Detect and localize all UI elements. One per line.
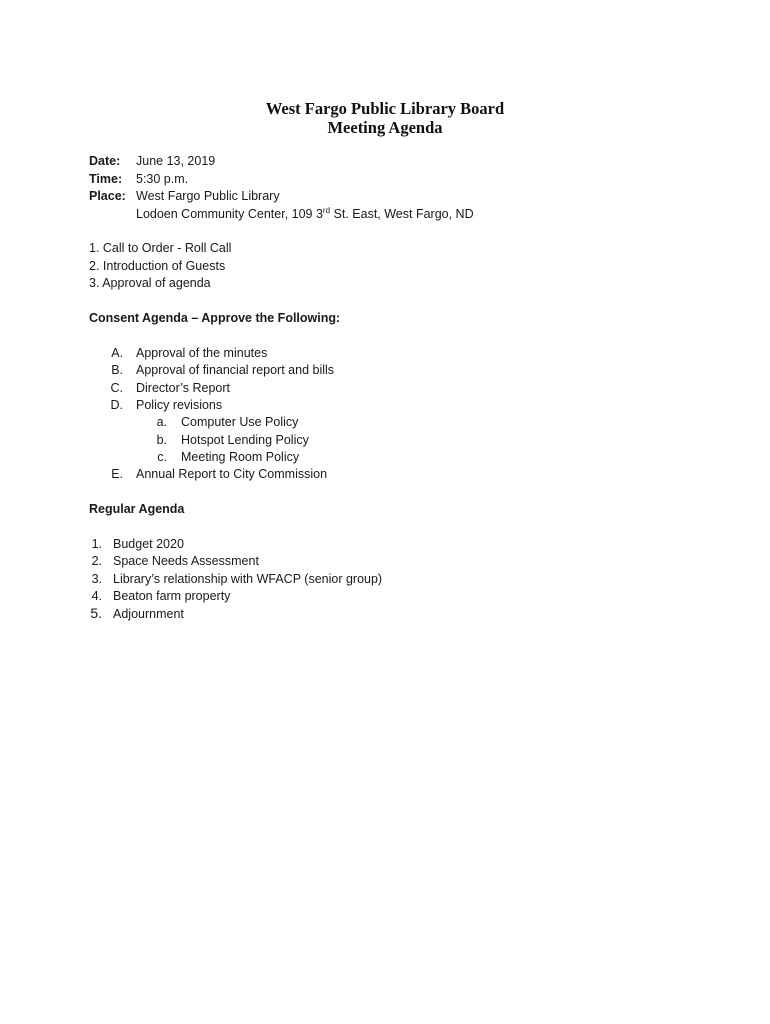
consent-subitem: Hotspot Lending Policy <box>181 433 309 447</box>
place-label: Place: <box>89 189 126 203</box>
regular-item: Beaton farm property <box>113 589 231 603</box>
sublist-marker: c. <box>157 450 167 464</box>
consent-item: Director’s Report <box>136 381 231 395</box>
list-marker: E. <box>111 467 123 481</box>
document-subtitle: Meeting Agenda <box>327 118 443 137</box>
time-label: Time: <box>89 172 123 186</box>
place-address <box>136 206 474 222</box>
regular-item: Library’s relationship with WFACP (senior group) <box>113 572 383 586</box>
opening-item: 3. Approval of agenda <box>89 276 211 290</box>
consent-subitem: Meeting Room Policy <box>181 450 300 464</box>
regular-item: Adjournment <box>113 607 184 621</box>
place-value: West Fargo Public Library <box>136 189 280 203</box>
consent-item: Annual Report to City Commission <box>136 467 328 481</box>
time-value: 5:30 p.m. <box>136 172 189 186</box>
regular-agenda-heading: Regular Agenda <box>89 502 185 516</box>
consent-agenda-heading: Consent Agenda – Approve the Following: <box>89 311 341 325</box>
list-marker: A. <box>111 346 123 360</box>
list-marker: 1. <box>91 537 102 551</box>
address-text: Lodoen Community Center, 109 3 <box>136 207 323 221</box>
list-marker: 4. <box>91 589 102 603</box>
list-marker: 3. <box>91 572 102 586</box>
address-text-rest: St. East, West Fargo, ND <box>330 207 474 221</box>
consent-item: Approval of financial report and bills <box>136 363 335 377</box>
consent-item: Policy revisions <box>136 398 223 412</box>
address-ordinal: rd <box>322 206 331 215</box>
date-value: June 13, 2019 <box>136 154 216 168</box>
consent-subitem: Computer Use Policy <box>181 415 299 429</box>
regular-item: Space Needs Assessment <box>113 554 259 568</box>
regular-item: Budget 2020 <box>113 537 184 551</box>
opening-item: 2. Introduction of Guests <box>89 259 226 273</box>
sublist-marker: a. <box>156 415 167 429</box>
opening-item: 1. Call to Order - Roll Call <box>89 241 232 255</box>
list-marker: D. <box>110 398 123 412</box>
list-marker: 5. <box>90 605 102 621</box>
list-marker: B. <box>111 363 123 377</box>
sublist-marker: b. <box>156 433 167 447</box>
list-marker: 2. <box>91 554 102 568</box>
document-title: West Fargo Public Library Board <box>265 99 505 118</box>
consent-item: Approval of the minutes <box>136 346 268 360</box>
date-label: Date: <box>89 154 121 168</box>
list-marker: C. <box>110 381 123 395</box>
